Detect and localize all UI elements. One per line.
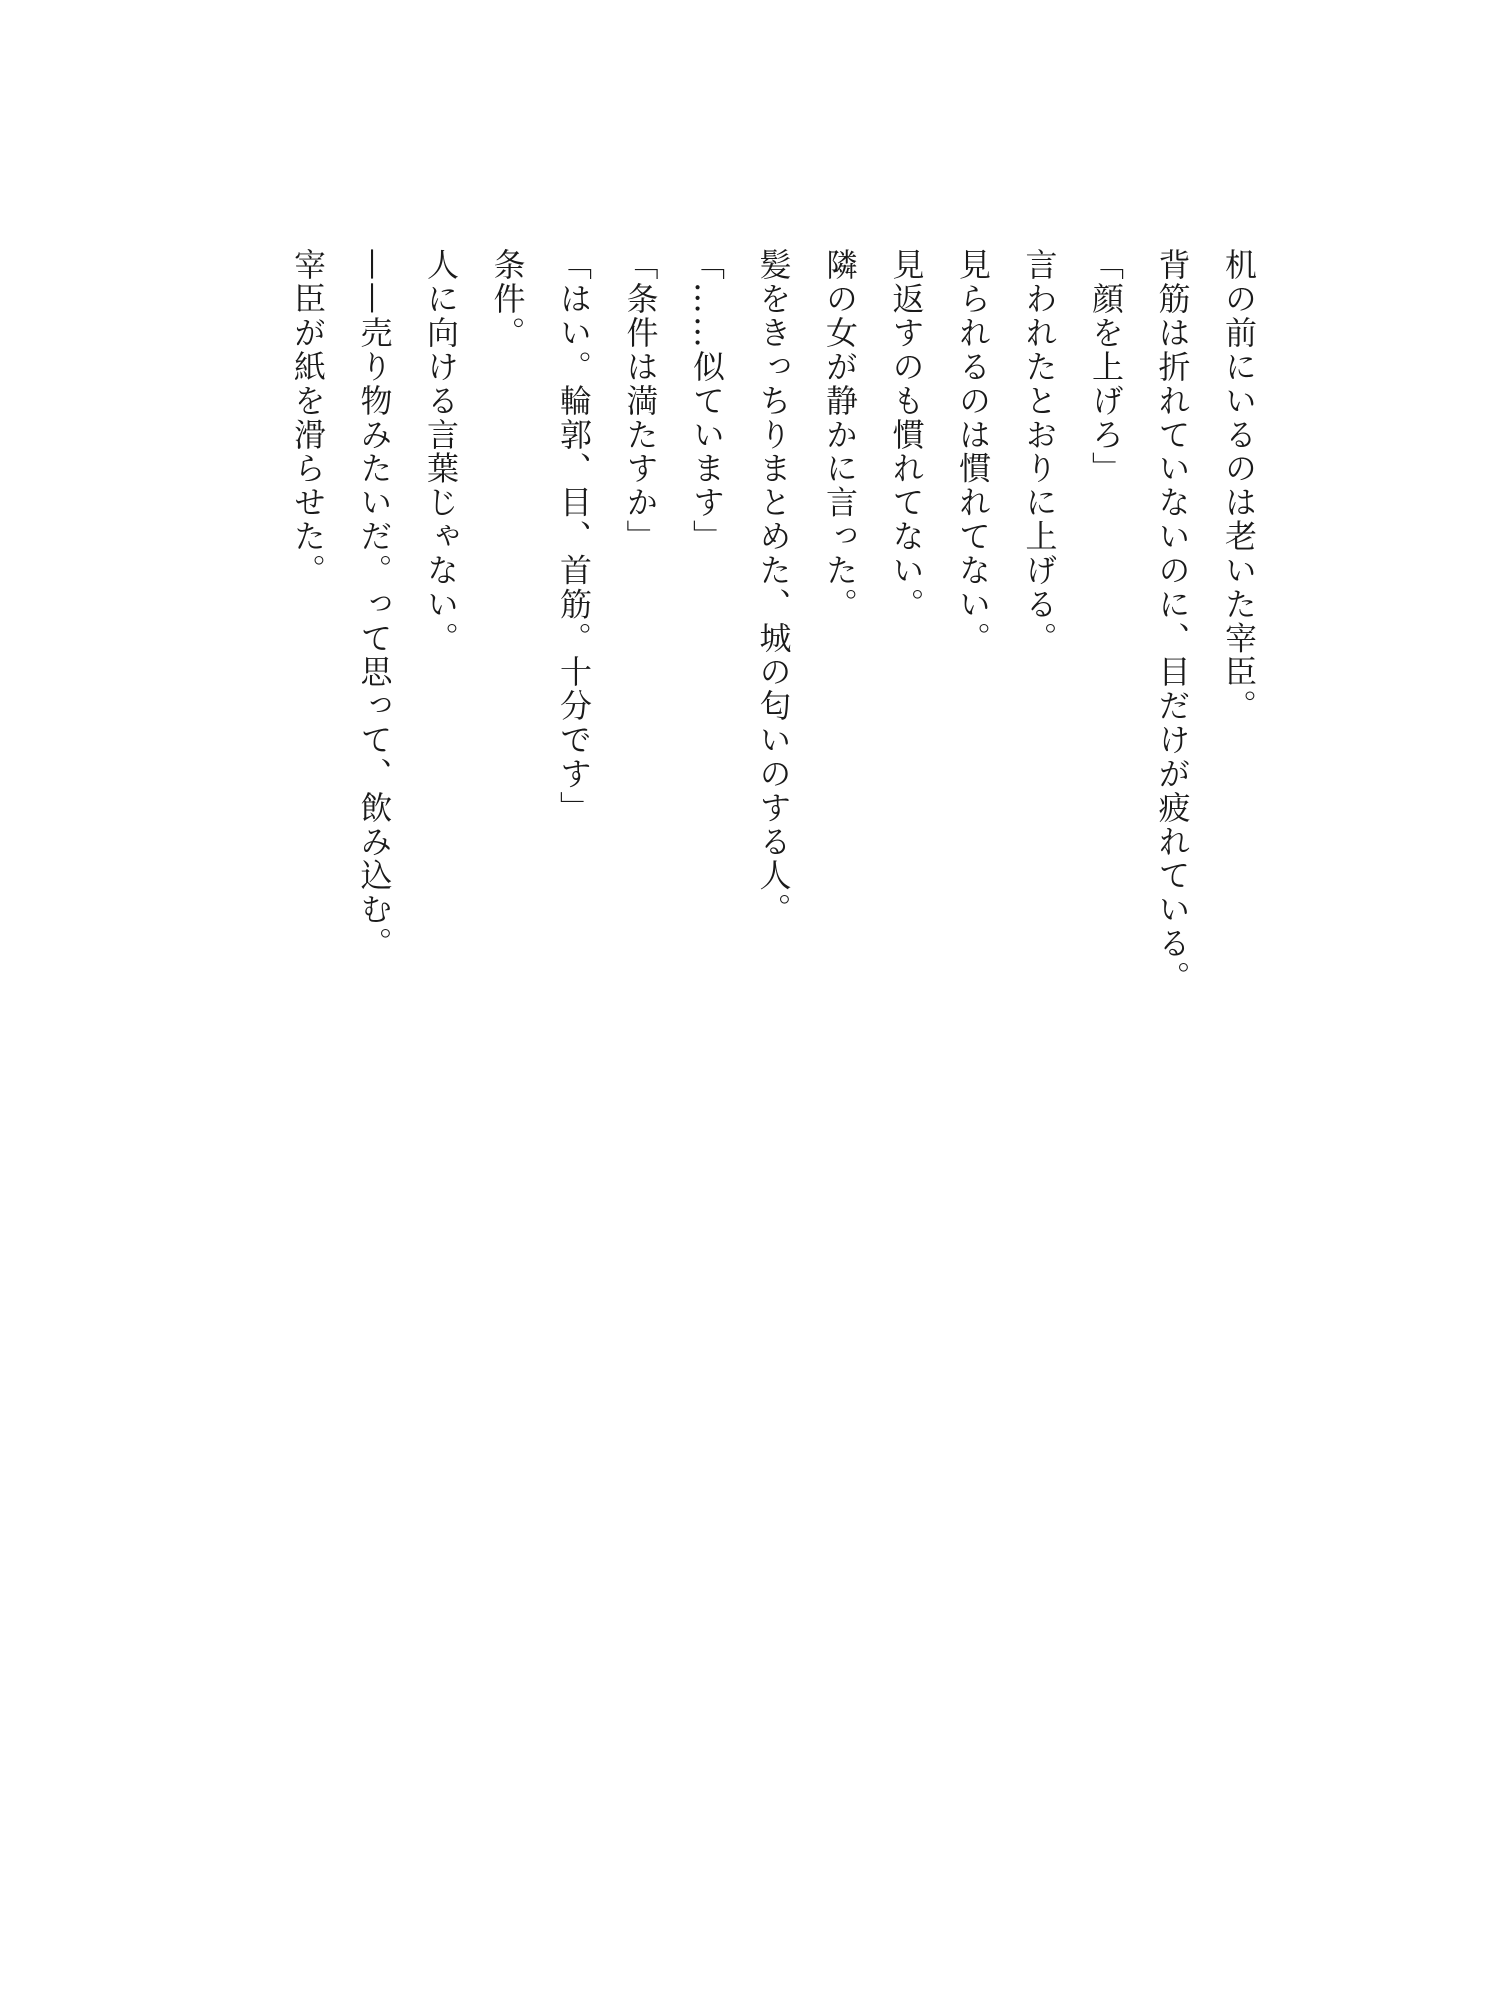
text-line: 「条件は満たすか」 <box>621 248 660 554</box>
text-line: 人に向ける言葉じゃない。 <box>422 248 460 656</box>
text-line: 「……似ています」 <box>688 248 726 554</box>
text-line: 宰臣が紙を滑らせた。 <box>289 248 327 588</box>
vertical-text-body <box>275 248 1273 1248</box>
text-line: 背筋は折れていないのに、目だけが疲れている。 <box>1153 248 1192 995</box>
text-line: 隣の女が静かに言った。 <box>821 248 859 622</box>
text-line: ——売り物みたいだ。って思って、飲み込む。 <box>355 248 394 961</box>
text-line: 机の前にいるのは老いた宰臣。 <box>1220 248 1258 723</box>
text-line: 髪をきっちりまとめた、城の匂いのする人。 <box>754 248 793 927</box>
text-line: 条件。 <box>488 248 527 350</box>
text-line: 見返すのも慣れてない。 <box>887 248 926 622</box>
text-line: 「顔を上げろ」 <box>1087 248 1125 486</box>
text-line: 見られるのは慣れてない。 <box>954 248 992 656</box>
text-line: 言われたとおりに上げる。 <box>1020 248 1059 656</box>
text-line: 「はい。輪郭、目、首筋。十分です」 <box>555 248 593 825</box>
